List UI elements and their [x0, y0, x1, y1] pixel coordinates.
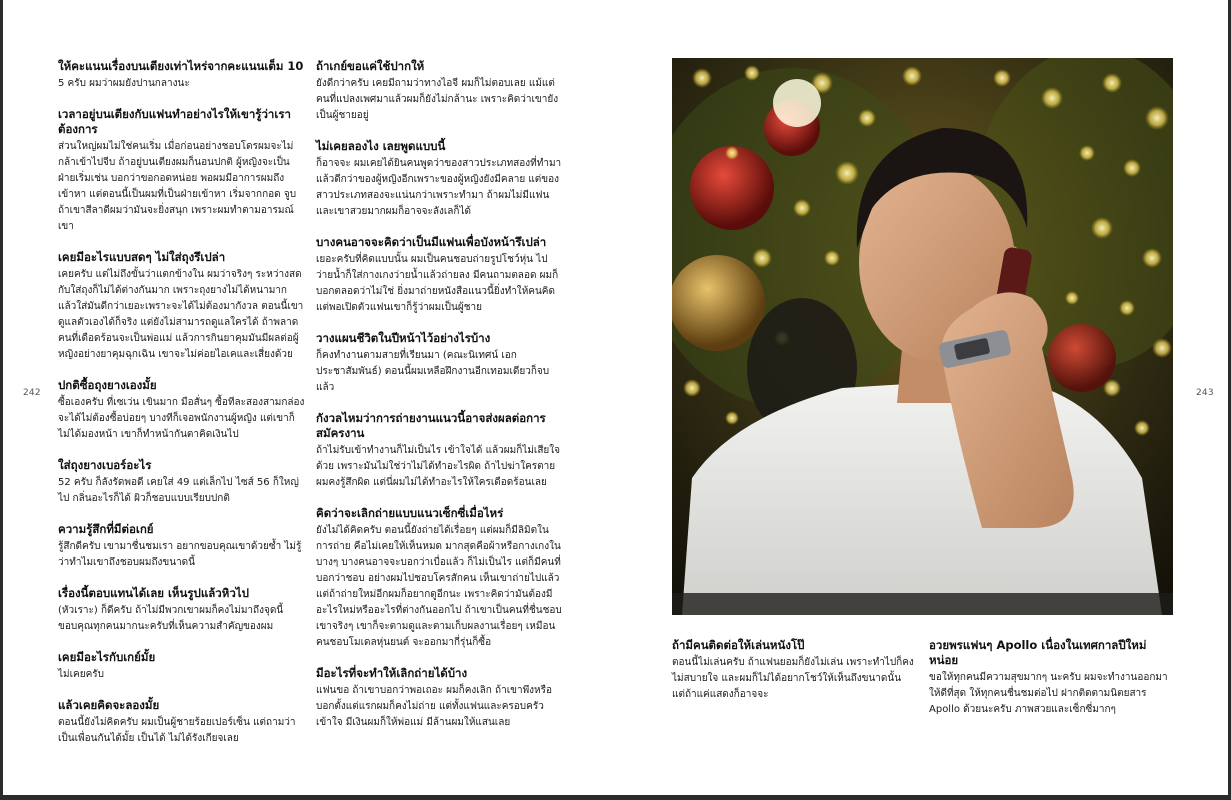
- column-3: [672, 638, 917, 718]
- answer: (หัวเราะ) ก็ดีครับ ถ้าไม่มีพวกเขาผมก็คงไม่มาถึงจุดนี้ ขอบคุณทุกคนมากนะครับที่เห็นความสำคัญของผม: [58, 605, 284, 632]
- answer: ก็คงทำงานตามสายที่เรียนมา (คณะนิเทศน์ เอกประชาสัมพันธ์) ตอนนี้ผมเหลือฝึกงานอีกเทอมเดียวก็จบแล้ว: [316, 350, 550, 393]
- question: อวยพรแฟนๆ Apollo เนื่องในเทศกาลปีใหม่หน่อย: [929, 638, 1147, 667]
- question: เคยมีอะไรกับเกย์มั้ย: [58, 650, 156, 664]
- answer: แฟนขอ ถ้าเขาบอกว่าพอเถอะ ผมก็คงเลิก ถ้าเขาพึงหรือบอกตั้งแต่แรกผมก็คงไม่ถ่าย แต่ทั้งแฟนและครอบครัวเข้าใจ มีเงินผมก็ให้พ่อแม่ มีล้านผมให้แสนเลย: [316, 685, 553, 728]
- qa-block: [316, 59, 563, 124]
- qa-block: [316, 666, 563, 731]
- right-page-number: 243: [1196, 388, 1214, 398]
- portrait-photo-icon: [672, 58, 1173, 615]
- question: ให้คะแนนเรื่องบนเตียงเท่าไหร่จากคะแนนเต็ม 10: [58, 59, 304, 73]
- question: ถ้ามีคนติดต่อให้เล่นหนังโป๊: [672, 638, 805, 652]
- qa-block: [316, 506, 563, 651]
- portrait-photo: [672, 58, 1173, 615]
- question: ถ้าเกย์ขอแค่ใช้ปากให้: [316, 59, 425, 73]
- question: ปกติซื้อถุงยางเองมั้ย: [58, 378, 157, 392]
- answer: ถ้าไม่รับเข้าทำงานก็ไม่เป็นไร เข้าใจได้ แล้วผมก็ไม่เสียใจด้วย เพราะมันไม่ใช่ว่าไม่ได้ทำอะไรผิด ถ้าไปฆ่าใครตาย ผมคงรู้สึกผิด แต่นี่ผมไม่ได้ทำอะไรให้ใครเดือดร้อนเลย: [316, 445, 561, 488]
- column-4: [929, 638, 1175, 733]
- qa-block: [58, 59, 305, 92]
- qa-block: [58, 458, 305, 507]
- qa-block: [58, 522, 305, 571]
- qa-block: [58, 698, 305, 747]
- column-1: [58, 59, 305, 762]
- qa-block: [58, 107, 305, 235]
- answer: ไม่เคยครับ: [58, 669, 104, 680]
- left-page-number: 242: [23, 388, 41, 398]
- magazine-spread: [3, 0, 1228, 795]
- question: ความรู้สึกที่มีต่อเกย์: [58, 522, 154, 536]
- answer: 52 ครับ ก็ลังรัดพอดี เคยใส่ 49 แต่เล็กไป ไซส์ 56 ก็ใหญ่ไป กลิ่นอะไรก็ได้ ผิวก็ชอบแบบเรียบปกติ: [58, 477, 299, 504]
- question: กังวลไหมว่าการถ่ายงานแนวนี้อาจส่งผลต่อการสมัครงาน: [316, 411, 546, 440]
- question: ใส่ถุงยางเบอร์อะไร: [58, 458, 152, 472]
- answer: ขอให้ทุกคนมีความสุขมากๆ นะครับ ผมจะทำงานออกมาให้ดีที่สุด ให้ทุกคนชื่นชมต่อไป ฝากติดตามนิตยสาร Apollo ด้วยนะครับ ภาพสวยและเซ็กซี่มากๆ: [929, 672, 1168, 715]
- answer: ยังดีกว่าครับ เคยมีถามว่าทางไอจี ผมก็ไม่ตอบเลย แม้แต่คนที่แปลงเพศมาแล้วผมก็ยังไม่กล้านะ เพราะคิดว่าเขายังเป็นผู้ชายอยู่: [316, 78, 559, 121]
- qa-block: [58, 250, 305, 363]
- answer: ซื้อเองครับ ที่เซเว่น เขินมาก มือสั่นๆ ซื้อทีละสองสามกล่อง จะได้ไม่ต้องซื้อบ่อยๆ บางทีก็เจอพนักงานผู้หญิง แต่เขาก็ไม่ได้มองหน้า เขาก็ทำหน้ากันตาคิดเงินไป: [58, 397, 305, 440]
- answer: เยอะครับที่คิดแบบนั้น ผมเป็นคนชอบถ่ายรูปโชว์หุ่น ไปว่ายน้ำก็ใส่กางเกงว่ายน้ำแล้วถ่ายลง มีคนถามตลอด ผมก็บอกตลอดว่าไม่ใช่ ยิ่งมาถ่ายหนังสือแนวนี้ยิ่งทำให้คนคิด แต่พอเปิดตัวแฟนเขาก็รู้ว่าผมเป็นผู้ชาย: [316, 254, 559, 313]
- question: บางคนอาจจะคิดว่าเป็นมีแฟนเพื่อบังหน้ารึเปล่า: [316, 235, 547, 249]
- answer: 5 ครับ ผมว่าผมยังปานกลางนะ: [58, 78, 190, 89]
- answer: เคยครับ แต่ไม่ถึงขั้นว่าแตกข้างใน ผมว่าจริงๆ ระหว่างสดกับใส่ถุงก็ไม่ได้ต่างกันมาก เพราะถุงยางไม่ได้หนามาก แล้วใส่มันดีกว่าเยอะเพราะจะได้ไม่ต้องมากังวล ตอนนี้เขาดูแลตัวเองได้ก็จริง แต่ยังไม่สามารถดูแลใครได้ ถ้าพลาด คนที่เดือดร้อนจะเป็นพ่อแม่ แล้วการกินยาคุมมันมีผลต่อผู้หญิงอย่างยาคุมฉุกเฉิน เขาจะไม่ค่อยไอเคและเสี่ยงด้วย: [58, 269, 304, 360]
- answer: ก็อาจจะ ผมเคยได้ยินคนพูดว่าของสาวประเภทสองที่ทำมาแล้วดีกว่าของผู้หญิงอีกเพราะของผู้หญิงยังมีคลาย แต่ของสาวประเภทสองจะแน่นกว่าเพราะทำมา ถ้าผมไม่มีแฟนและเขาสวยมากผมก็อาจจะลังเลก็ได้: [316, 158, 562, 217]
- qa-block: [316, 331, 563, 396]
- qa-block: [58, 586, 305, 635]
- question: ไม่เคยลองไง เลยพูดแบบนี้: [316, 139, 446, 153]
- question: แล้วเคยคิดจะลองมั้ย: [58, 698, 160, 712]
- answer: ส่วนใหญ่ผมไม่ใช่คนเริ่ม เมื่อก่อนอย่างชอบโดรผมจะไม่กล้าเข้าไปจีบ ถ้าอยู่บนเตียงผมก็นอนปกติ ผู้หญิงจะเป็นฝ่ายเริ่มเช่น บอกว่าขอกอดหน่อย พอผมมีอาการผมถึงเข้าหา แต่ตอนนี้เป็นผมที่เป็นฝ่ายเข้าหา เริ่มจากกอด จูบ ถ้าเขาสีลาดีผมว่ามันจะยิ่งสนุก เพราะผมทำตามอารมณ์เขา: [58, 141, 297, 232]
- qa-block: [929, 638, 1175, 718]
- question: เคยมีอะไรแบบสดๆ ไม่ใส่ถุงรึเปล่า: [58, 250, 226, 264]
- qa-block: [58, 650, 305, 683]
- answer: ตอนนี้ไม่เล่นครับ ถ้าแฟนยอมก็ยังไม่เล่น เพราะทำไปก็คงไม่สบายใจ และผมก็ไม่ได้อยากโชว์ให้เห็นถึงขนาดนั้น แต่ถ้าแค่แสดงก็อาจจะ: [672, 657, 914, 700]
- question: คิดว่าจะเลิกถ่ายแบบแนวเซ็กซี่เมื่อไหร่: [316, 506, 504, 520]
- question: เวลาอยู่บนเตียงกับแฟนทำอย่างไรให้เขารู้ว่าเราต้องการ: [58, 107, 291, 136]
- qa-block: [58, 378, 305, 443]
- column-2: [316, 59, 563, 746]
- answer: ยังไม่ได้คิดครับ ตอนนี้ยังถ่ายได้เรื่อยๆ แต่ผมก็มีลิมิตในการถ่าย คือไม่เคยให้เห็นหมด มากสุดคือผ้าหรือกางเกงในบางๆ บางคนอาจจะบอกว่าเบื่อแล้ว ก็ไม่เป็นไร แต่ก็มีคนที่บอกว่าชอบ อย่างผมไปชอบโครสักคน เห็นเขาถ่ายไปแล้ว แต่ถ้าถ่ายใหม่อีกผมก็อยากดูอีกนะ เพราะคิดว่ามันต้องมีอะไรใหม่หรืออะไรที่ต่างกันออกไป ถ้าเขาเป็นคนที่ชื่นชอบเขาจริงๆ เขาก็จะตามดูและตามเก็บผลงานเรื่อยๆ เหมือนคนชอบโมเดลหุ่นยนต์ จะออกมากี่รุ่นก็ซื้อ: [316, 525, 562, 648]
- qa-block: [672, 638, 917, 703]
- question: เรื่องนี้ตอบแทนได้เลย เห็นรูปแล้วหิวไป: [58, 586, 249, 600]
- answer: ตอนนี้ยังไม่คิดครับ ผมเป็นผู้ชายร้อยเปอร์เซ็น แต่ถามว่าเป็นเพื่อนกันได้มั้ย เป็นได้ ไม่ได้รังเกียจเลย: [58, 717, 296, 744]
- qa-block: [316, 235, 563, 316]
- question: วางแผนชีวิตในปีหน้าไว้อย่างไรบ้าง: [316, 331, 491, 345]
- qa-block: [316, 139, 563, 220]
- qa-block: [316, 411, 563, 491]
- answer: รู้สึกดีครับ เขามาชื่นชมเรา อยากขอบคุณเขาด้วยซ้ำ ไม่รู้ว่าทำไมเขาถึงชอบผมถึงขนาดนี้: [58, 541, 302, 568]
- question: มีอะไรที่จะทำให้เลิกถ่ายได้บ้าง: [316, 666, 468, 680]
